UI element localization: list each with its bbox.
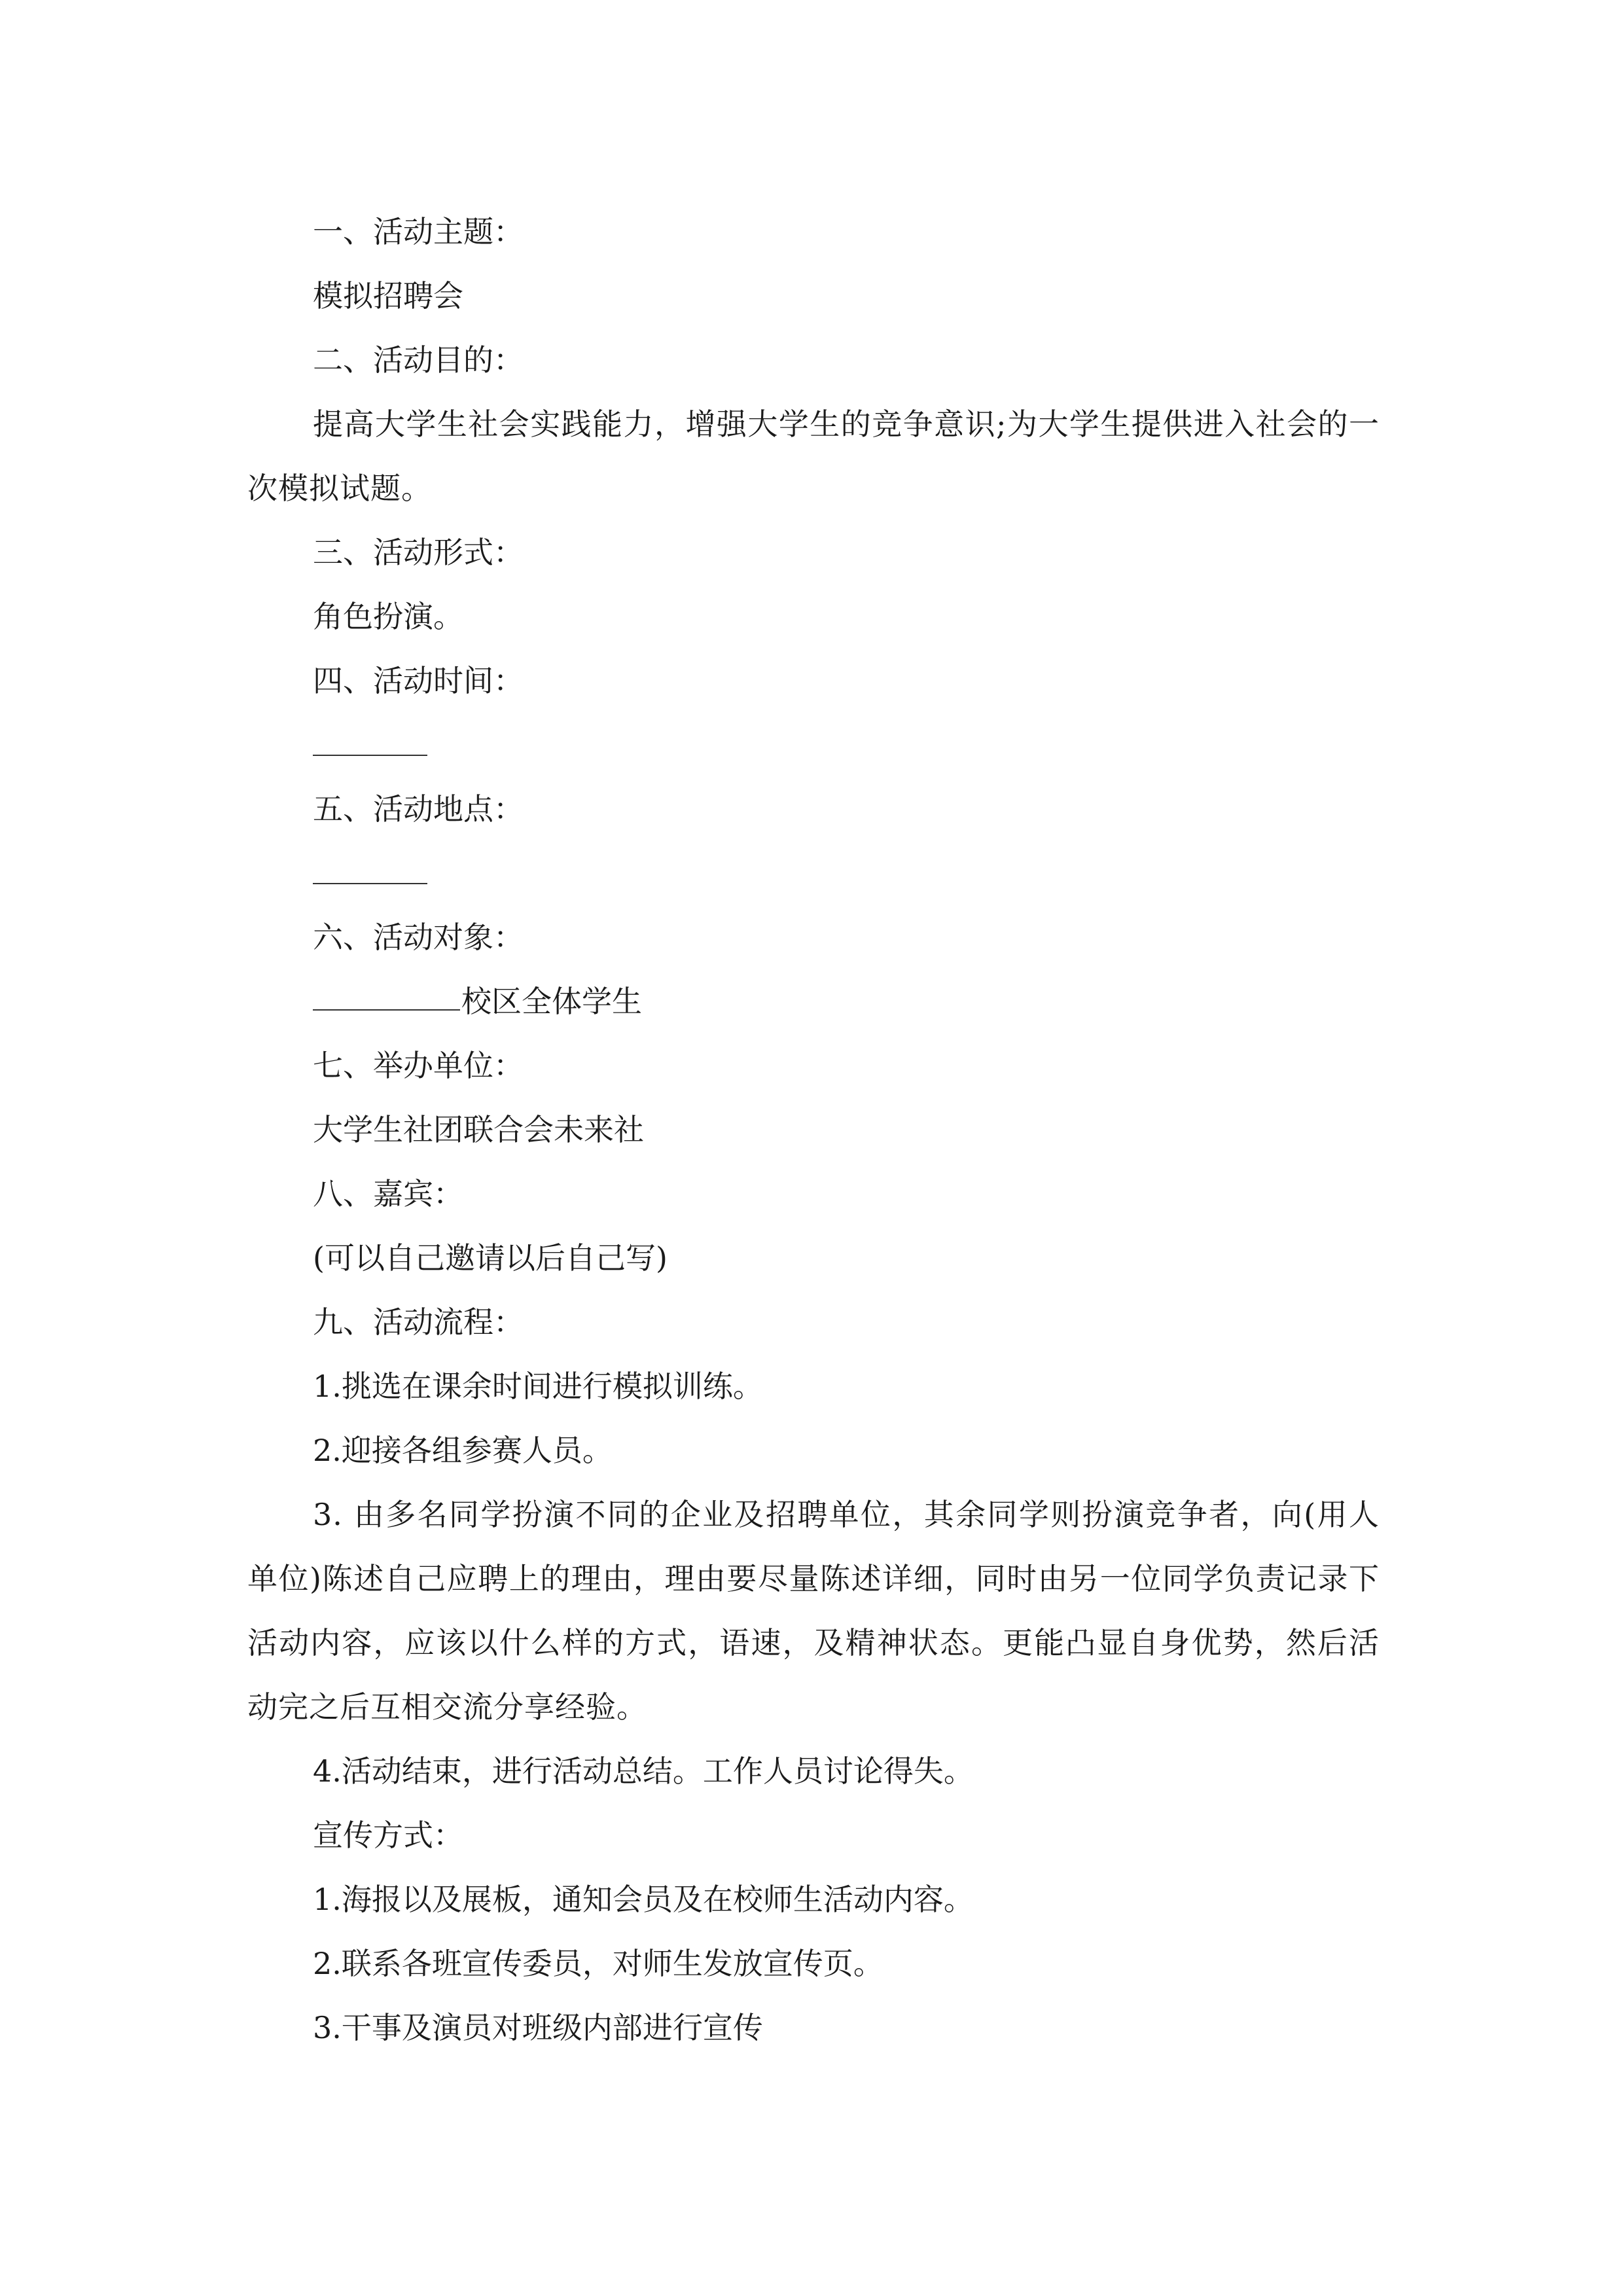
promo-item-1: 1.海报以及展板，通知会员及在校师生活动内容。 <box>313 1882 974 1917</box>
promo-heading: 宣传方式： <box>313 1818 463 1853</box>
section-2-heading: 二、活动目的： <box>313 342 524 378</box>
section-3-heading: 三、活动形式： <box>313 535 524 570</box>
blank-underline <box>313 883 427 884</box>
section-9-heading: 九、活动流程： <box>313 1304 524 1340</box>
section-9-step-1: 1.挑选在课余时间进行模拟训练。 <box>313 1369 763 1404</box>
section-5-blank <box>247 841 1380 905</box>
blank-underline <box>313 755 427 756</box>
promo-item-2: 2.联系各班宣传委员，对师生发放宣传页。 <box>313 1946 883 1981</box>
promo-item-3: 3.干事及演员对班级内部进行宣传 <box>313 2010 763 2045</box>
section-6-body-text: 校区全体学生 <box>461 984 642 1019</box>
section-8-heading: 八、嘉宾： <box>313 1176 463 1211</box>
section-6-heading: 六、活动对象： <box>313 920 524 955</box>
blank-underline <box>313 1009 460 1011</box>
section-7-body: 大学生社团联合会未来社 <box>313 1112 644 1147</box>
section-9-step-2: 2.迎接各组参赛人员。 <box>313 1433 613 1468</box>
document-body <box>247 200 1380 2060</box>
section-9-step-3: 3. 由多名同学扮演不同的企业及招聘单位，其余同学则扮演竞争者，向(用人单位)陈述自己应聘上的理由，理由要尽量陈述详细，同时由另一位同学负责记录下活动内容，应该以什么样的方式，语速，及精神状态。更能凸显自身优势，然后活动完之后互相交流分享经验。 <box>247 1497 1380 1725</box>
section-2-body: 提高大学生社会实践能力，增强大学生的竞争意识;为大学生提供进入社会的一次模拟试题。 <box>247 406 1380 506</box>
section-3-body: 角色扮演。 <box>313 599 463 634</box>
section-6-body <box>247 969 1380 1033</box>
section-8-body: (可以自己邀请以后自己写) <box>313 1240 668 1276</box>
section-5-heading: 五、活动地点： <box>313 791 524 827</box>
section-7-heading: 七、举办单位： <box>313 1048 524 1083</box>
section-4-blank <box>247 713 1380 777</box>
section-1-body: 模拟招聘会 <box>313 278 463 314</box>
section-9-step-4: 4.活动结束，进行活动总结。工作人员讨论得失。 <box>313 1753 974 1789</box>
section-1-heading: 一、活动主题： <box>313 214 524 249</box>
section-4-heading: 四、活动时间： <box>313 663 524 698</box>
